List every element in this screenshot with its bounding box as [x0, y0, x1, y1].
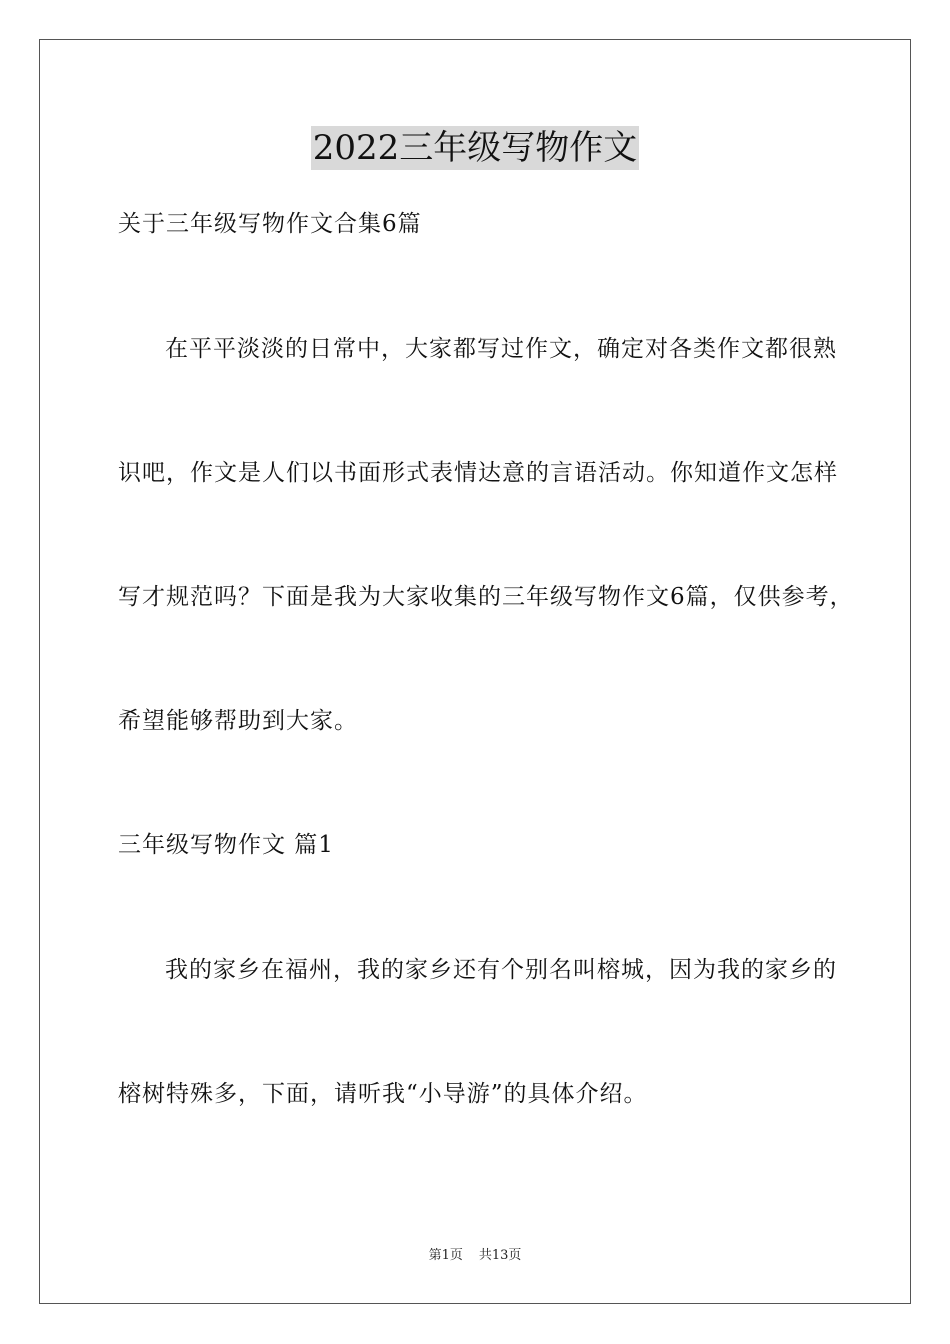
paragraph-line: 希望能够帮助到大家。	[118, 708, 358, 734]
section-heading: 三年级写物作文 篇1	[118, 832, 334, 858]
page-footer	[0, 1247, 950, 1265]
paragraph-line: 榕树特殊多，下面，请听我“小导游”的具体介绍。	[118, 1081, 648, 1107]
document-title: 2022三年级写物作文	[312, 128, 638, 168]
paragraph-line: 写才规范吗？下面是我为大家收集的三年级写物作文6篇，仅供参考，	[118, 584, 854, 610]
page-number: 第1页	[428, 1248, 463, 1263]
paragraph-line: 我的家乡在福州，我的家乡还有个别名叫榕城，因为我的家乡的	[165, 957, 837, 983]
document-subtitle: 关于三年级写物作文合集6篇	[118, 211, 422, 237]
paragraph-line: 识吧，作文是人们以书面形式表情达意的言语活动。你知道作文怎样	[118, 460, 838, 486]
page-total: 共13页	[478, 1248, 522, 1263]
paragraph-line: 在平平淡淡的日常中，大家都写过作文，确定对各类作文都很熟	[165, 336, 837, 362]
title-container	[0, 126, 950, 170]
